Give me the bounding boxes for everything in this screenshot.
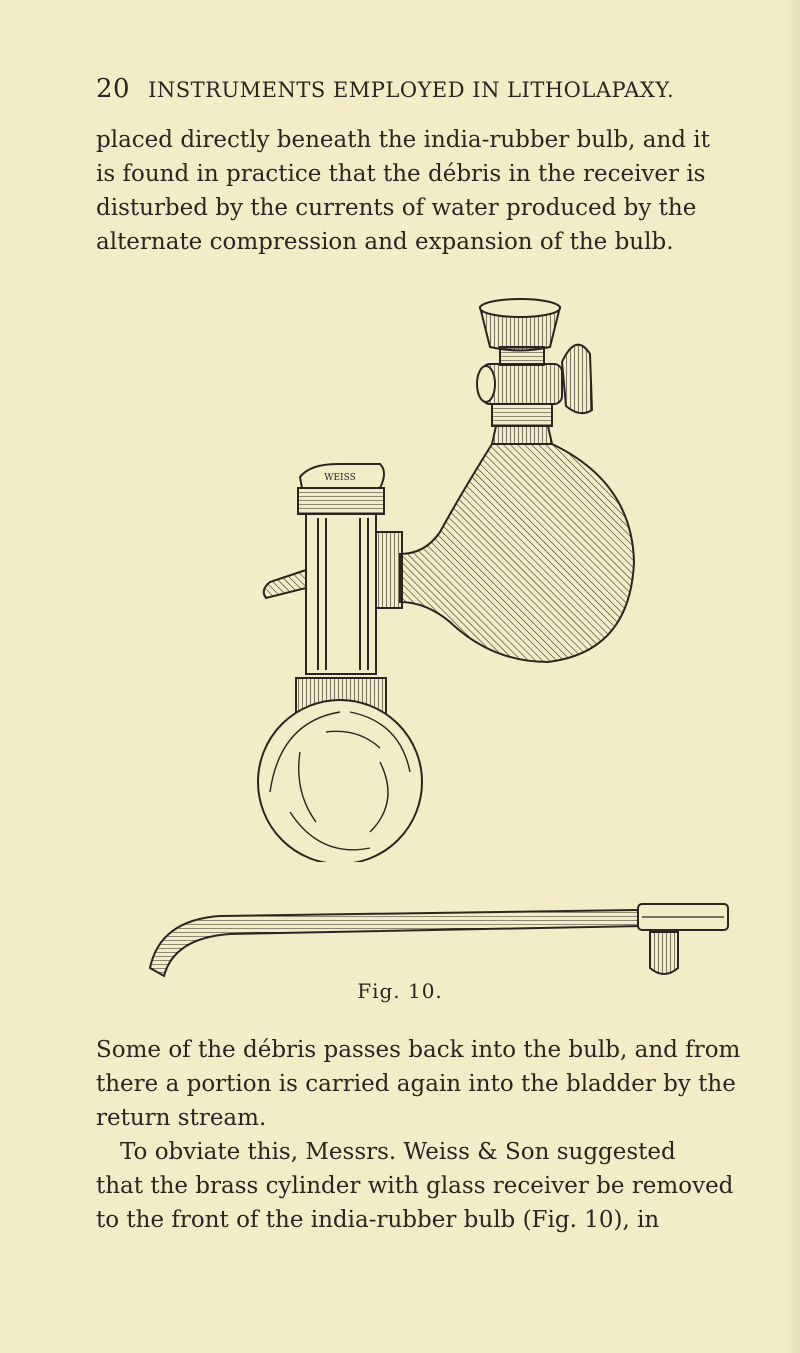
evacuating-tube [130,880,730,990]
text-line: is found in practice that the débris in the receiver is [96,161,706,187]
figure-10-bulb-apparatus [230,292,660,862]
running-header [96,74,716,104]
text-line: Some of the débris passes back into the bulb, and from [96,1037,741,1063]
text-line: there a portion is carried again into the bladder by the [96,1071,736,1097]
paragraph-2 [96,1033,776,1135]
text-line: To obviate this, Messrs. Weiss & Son suggested [120,1139,676,1165]
text-line: that the brass cylinder with glass receiver be removed [96,1173,734,1199]
page-edge-shadow [786,0,800,1353]
paragraph-3 [96,1135,776,1237]
running-title: INSTRUMENTS EMPLOYED IN LITHOLAPAXY. [148,78,675,102]
figure-stamp-text: WEISS [324,473,356,483]
text-line: return stream. [96,1105,267,1131]
text-line: alternate compression and expansion of the bulb. [96,229,674,255]
page-number: 20 [96,74,131,104]
paragraph-1 [96,123,776,259]
text-line: disturbed by the currents of water produced by the [96,195,697,221]
text-line: to the front of the india-rubber bulb (Fig. 10), in [96,1207,660,1233]
text-line: placed directly beneath the india-rubber bulb, and it [96,127,710,153]
figure-caption: Fig. 10. [357,979,443,1003]
